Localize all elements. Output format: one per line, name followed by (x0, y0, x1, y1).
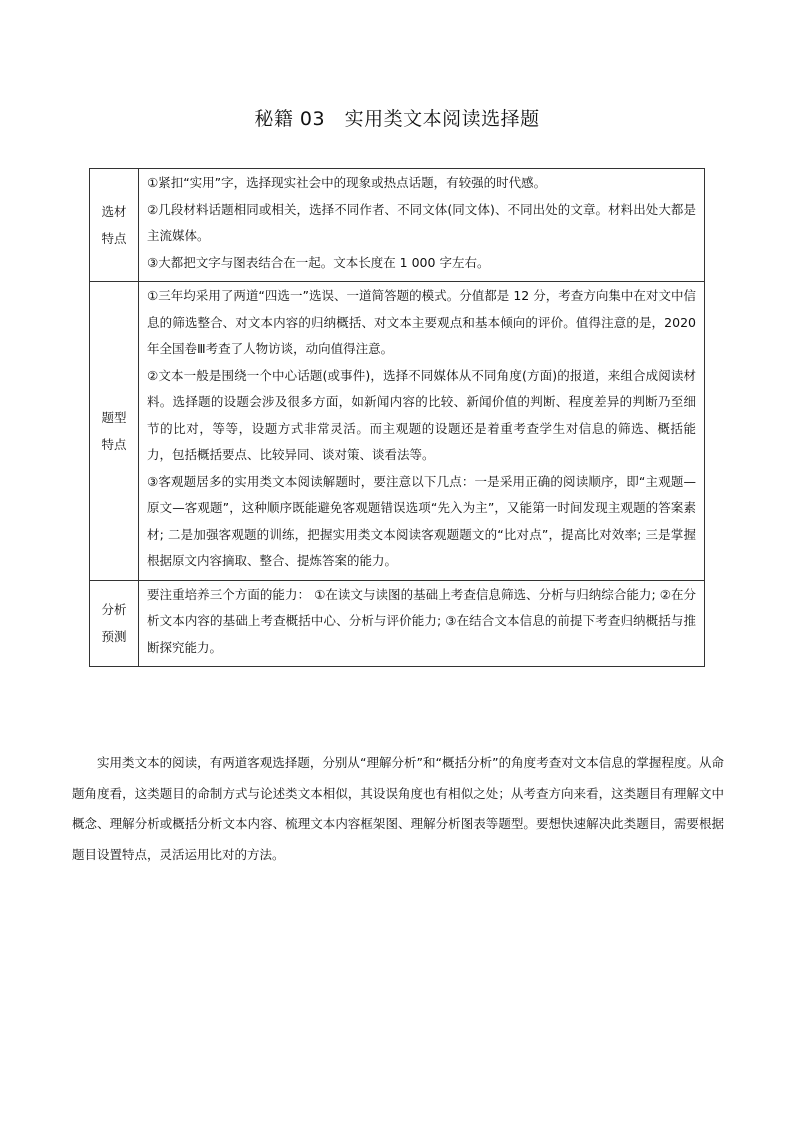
row-label-line: 特点 (101, 436, 127, 452)
row-label (90, 580, 139, 667)
table-row-material (90, 169, 705, 282)
content-paragraph: 要注重培养三个方面的能力： ①在读文与读图的基础上考查信息筛选、分析与归纳综合能力; ②在分析文本内容的基础上考查概括中心、分析与评价能力; ③在结合文本信息的前提下考查归纳概括与推断探究能力。 (147, 586, 696, 655)
table-row-question-type (90, 282, 705, 581)
content-paragraph: ①紧扣“实用”字，选择现实社会中的现象或热点话题，有较强的时代感。 (147, 175, 547, 190)
row-label-line: 特点 (101, 231, 127, 246)
content-paragraph: ③大都把文字与图表结合在一起。文本长度在 1 000 字左右。 (147, 254, 490, 270)
row-label-line: 选材 (101, 204, 127, 219)
row-label-line: 分析 (101, 602, 127, 618)
table-row-analysis (90, 580, 705, 667)
summary-table (89, 168, 705, 667)
content-paragraph: ②几段材料话题相同或相关，选择不同作者、不同文体(同文体)、不同出处的文章。材料出处大都是主流媒体。 (147, 201, 696, 243)
row-label (90, 282, 139, 581)
page-title: 秘籍 03 实用类文本阅读选择题 (254, 108, 540, 130)
content-paragraph: ①三年均采用了两道“四选一”选误、一道简答题的模式。分值都是 12 分，考查方向集中在对文中信息的筛选整合、对文本内容的归纳概括、对文本主要观点和基本倾向的评价。值得注意的是，2020 年全国卷Ⅲ考查了人物访谈，动向值得注意。 (147, 288, 696, 356)
content-paragraph: ②文本一般是围绕一个中心话题(或事件)，选择不同媒体从不同角度(方面)的报道，来组合成阅读材料。选择题的设题会涉及很多方面，如新闻内容的比较、新闻价值的判断、程度差异的判断乃至细节的比对，等等，设题方式非常灵活。而主观题的设题还是着重考查学生对信息的筛选、概括能力，包括概括要点、比较异同、谈对策、谈看法等。 (147, 367, 696, 462)
row-content (139, 580, 705, 667)
row-content (139, 282, 705, 581)
row-label-line: 预测 (101, 629, 127, 645)
row-label (90, 169, 139, 282)
content-paragraph: ③客观题居多的实用类文本阅读解题时，要注意以下几点：一是采用正确的阅读顺序，即“主观题—原文—客观题”，这种顺序既能避免客观题错误选项“先入为主”，又能第一时间发现主观题的答案素材; 二是加强客观题的训练，把握实用类文本阅读客观题题文的“比对点”，提高比对效率; 三是掌握根据原文内容摘取、整合、提炼答案的能力。 (147, 473, 696, 568)
row-content (139, 169, 705, 282)
intro-paragraph: 实用类文本的阅读，有两道客观选择题，分别从“理解分析”和“概括分析”的角度考查对文本信息的掌握程度。从命题角度看，这类题目的命制方式与论述类文本相似，其设误角度也有相似之处；从考查方向来看，这类题目有理解文中概念、理解分析或概括分析文本内容、梳理文本内容框架图、理解分析图表等题型。要想快速解决此类题目，需要根据题目设置特点，灵活运用比对的方法。 (72, 755, 724, 862)
row-label-line: 题型 (101, 409, 127, 425)
